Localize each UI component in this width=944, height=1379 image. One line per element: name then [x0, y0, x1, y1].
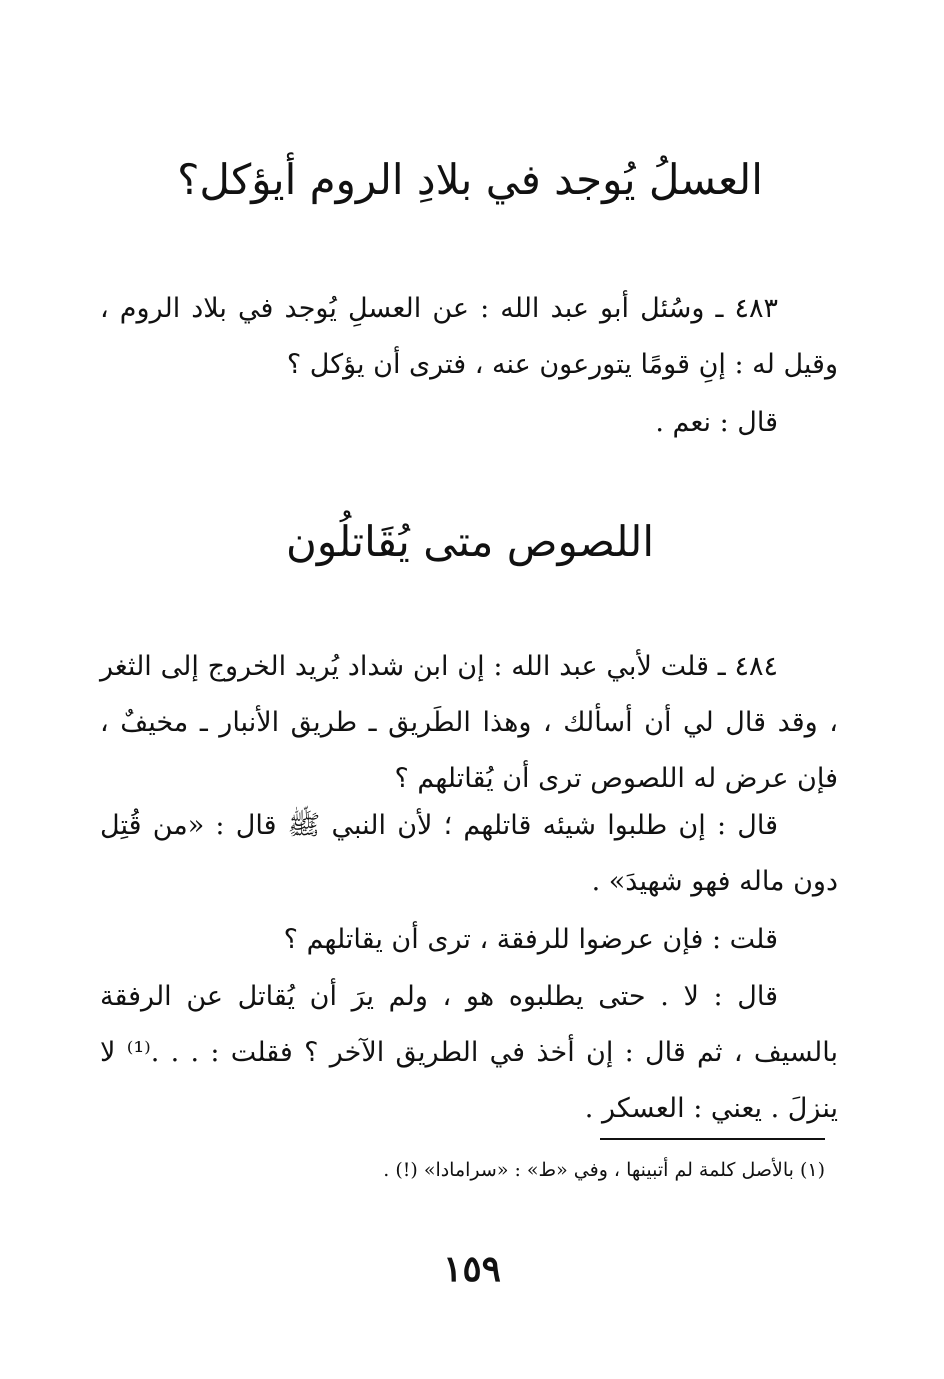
footnote: (١) بالأصل كلمة لم أتبينها ، وفي «ط» : «سرامادا» (!) .	[383, 1159, 825, 1181]
paragraph-484-answer-2: قال : لا . حتى يطلبوه هو ، ولم يرَ أن يُقاتل عن الرفقة بالسيف ، ثم قال : إن أخذ في الطريق الآخر ؟ فقلت : . . .⁽¹⁾ لا ينزلَ . يعني : العسكر .	[100, 981, 838, 1124]
page-number: ١٥٩	[442, 1248, 501, 1290]
paragraph-484-answer-1: قال : إن طلبوا شيئه قاتلهم ؛ لأن النبي ﷺ قال : «من قُتِل دون ماله فهو شهيدَ» .	[100, 810, 838, 897]
paragraph-483-answer: قال : نعم .	[655, 407, 778, 438]
paragraph-483: ٤٨٣ ـ وسُئل أبو عبد الله : عن العسلِ يُوجد في بلاد الروم ، وقيل له : إنِ قومًا يتورعون عنه ، فترى أن يؤكل ؟	[100, 293, 838, 380]
paragraph-484: ٤٨٤ ـ قلت لأبي عبد الله : إن ابن شداد يُريد الخروج إلى الثغر ، وقد قال لي أن أسألك ، وهذا الطَريق ـ طريق الأنبار ـ مخيفٌ ، فإن عرض له اللصوص ترى أن يُقاتلهم ؟	[100, 651, 838, 794]
paragraph-484-question-2: قلت : فإن عرضوا للرفقة ، ترى أن يقاتلهم ؟	[283, 924, 778, 955]
section-heading-thieves: اللصوص متى يُقَاتلُون	[285, 517, 654, 566]
footnote-divider	[600, 1138, 825, 1140]
section-heading-honey: العسلُ يُوجد في بلادِ الروم أيؤكل؟	[177, 155, 763, 204]
